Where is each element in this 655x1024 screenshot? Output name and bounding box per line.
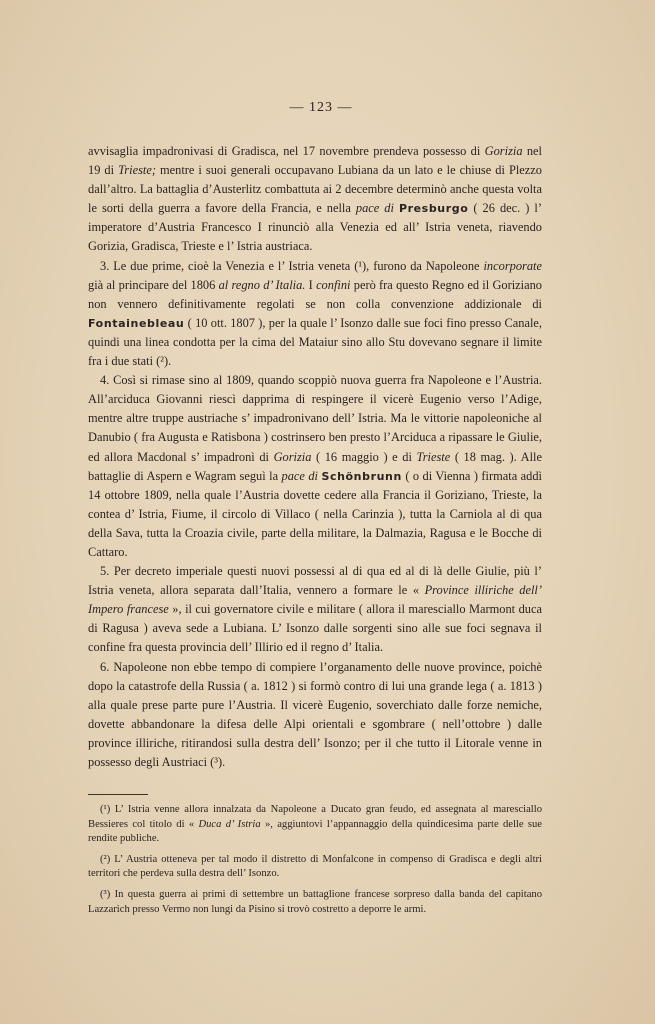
paragraph-5: 6. Napoleone non ebbe tempo di compiere l’organamento delle nuove province, poichè dopo la catastrofe della Russia ( a. 1812 ) si formò contro di lui una grande lega ( a. 1813 ) alla quale prese parte pure l’Austria. Il vicerè Eugenio, soverchiato dalle forze nemiche, dovette abbandonare la difesa delle Alpi orientali e sgombrare ( nell’ottobre ) dalle province illiriche, ritirandosi sulla destra dell’ Isonzo; per il che tutto il Litorale venne in possesso degli Austriaci (³). — [88, 659, 542, 769]
main-text — [88, 142, 542, 772]
footnote-1: (¹) L’ Istria venne allora innalzata da Napoleone a Ducato gran feudo, ed assegnata al maresciallo Bessieres col titolo di « Duca d’ Istria », aggiuntovi l’appannaggio della quindicesima parte delle sue rendite publiche. — [88, 804, 542, 845]
footnote-2: (²) L’ Austria otteneva per tal modo il distretto di Monfalcone in compenso di Gradisca e degli altri territori che perdeva sulla destra dell’ Isonzo. — [88, 853, 542, 880]
footnotes — [88, 803, 542, 917]
place-trieste: Trieste; — [118, 163, 156, 178]
footnote-3: (³) In questa guerra ai primi di settembre un battaglione francese sorpreso dalla banda del capitano Lazzarich presso Vermo non lungi da Pisino si trovò costretto a deporre le armi. — [88, 889, 542, 915]
paragraph-3: 4. Così si rimase sino al 1809, quando scoppiò nuova guerra fra Napoleone e l’Austria. All’arciduca Giovanni riescì dapprima di respingere il vicerè Eugenio verso l’Adige, mentre altre truppe austriache s’ impadronivano dell’ Istria. Ma le vittorie napoleoniche al Danubio ( fra Augusta e Ratisbona ) costrinsero ben presto l’Arciduca a ripassare le Giulie, ed allora Macdonal s’ impadronì di Gorizia ( 16 maggio ) e di Trieste ( 18 mag. ). Alle battaglie di Aspern e Wagram seguì la pace di Schönbrunn ( o di Vienna ) firmata addì 14 ottobre 1809, nella quale l’Austria dovette cedere alla Francia il Goriziano, Trieste, la contea d’ Istria, Fiume, il circolo di Villaco ( nella Carinzia ), tutta la Carniola al di qua della Sava, tutta la Croazia civile, parte della militare, la Dalmazia, Ragusa e le Bocche di Cattaro. — [88, 373, 542, 559]
paragraph-1: avvisaglia impadronivasi di Gradisca, nel 17 novembre prendeva possesso di Gorizia nel 19 di Trieste; mentre i suoi generali occupavano Lubiana da un lato e le chiuse di Plezzo dall’altro. La battaglia d’Austerlitz combattuta ai 2 decembre determinò anche questa volta le sorti della guerra a favore della Francia, e nella pace di Presburgo ( 26 dec. ) l’ imperatore d’Austria Francesco I rinunciò alla Venezia ed all’ Istria veneta, riavendo Gorizia, Gradisca, Trieste e l’ Istria austriaca. — [88, 144, 542, 254]
book-page — [88, 100, 542, 923]
footnote-divider — [88, 794, 148, 795]
treaty-presburgo: Presburgo — [398, 202, 469, 216]
treaty-schonbrunn: Schönbrunn — [321, 469, 402, 483]
treaty-fontainebleau: Fontainebleau — [88, 316, 185, 330]
place-gorizia: Gorizia — [484, 144, 523, 158]
page-number: — 123 — — [289, 100, 353, 115]
paragraph-2: 3. Le due prime, cioè la Venezia e l’ Istria veneta (¹), furono da Napoleone incorporate già al principare del 1806 al regno d’ Italia. I confini però fra questo Regno ed il Goriziano non vennero definitivamente regolati se non colla convenzione addizionale di Fontainebleau ( 10 ott. 1807 ), per la quale l’ Isonzo dalle sue foci fino presso Canale, quindi una linea condotta per la cima del Mataiur sino allo Stu dovevano segnare il limite fra i due stati (²). — [88, 258, 542, 369]
paragraph-4: 5. Per decreto imperiale questi nuovi possessi al di qua ed al di là delle Giulie, più l’ Istria veneta, allora separata dall’Italia, vennero a formare le « Province illiriche dell’ Impero francese », il cui governatore civile e militare ( allora il maresciallo Marmont duca di Ragusa ) aveva sede a Lubiana. L’ Isonzo dalle sorgenti sino alle sue foci segnava il confine fra questa provincia dell’ Illirio ed il regno d’ Italia. — [88, 564, 542, 655]
